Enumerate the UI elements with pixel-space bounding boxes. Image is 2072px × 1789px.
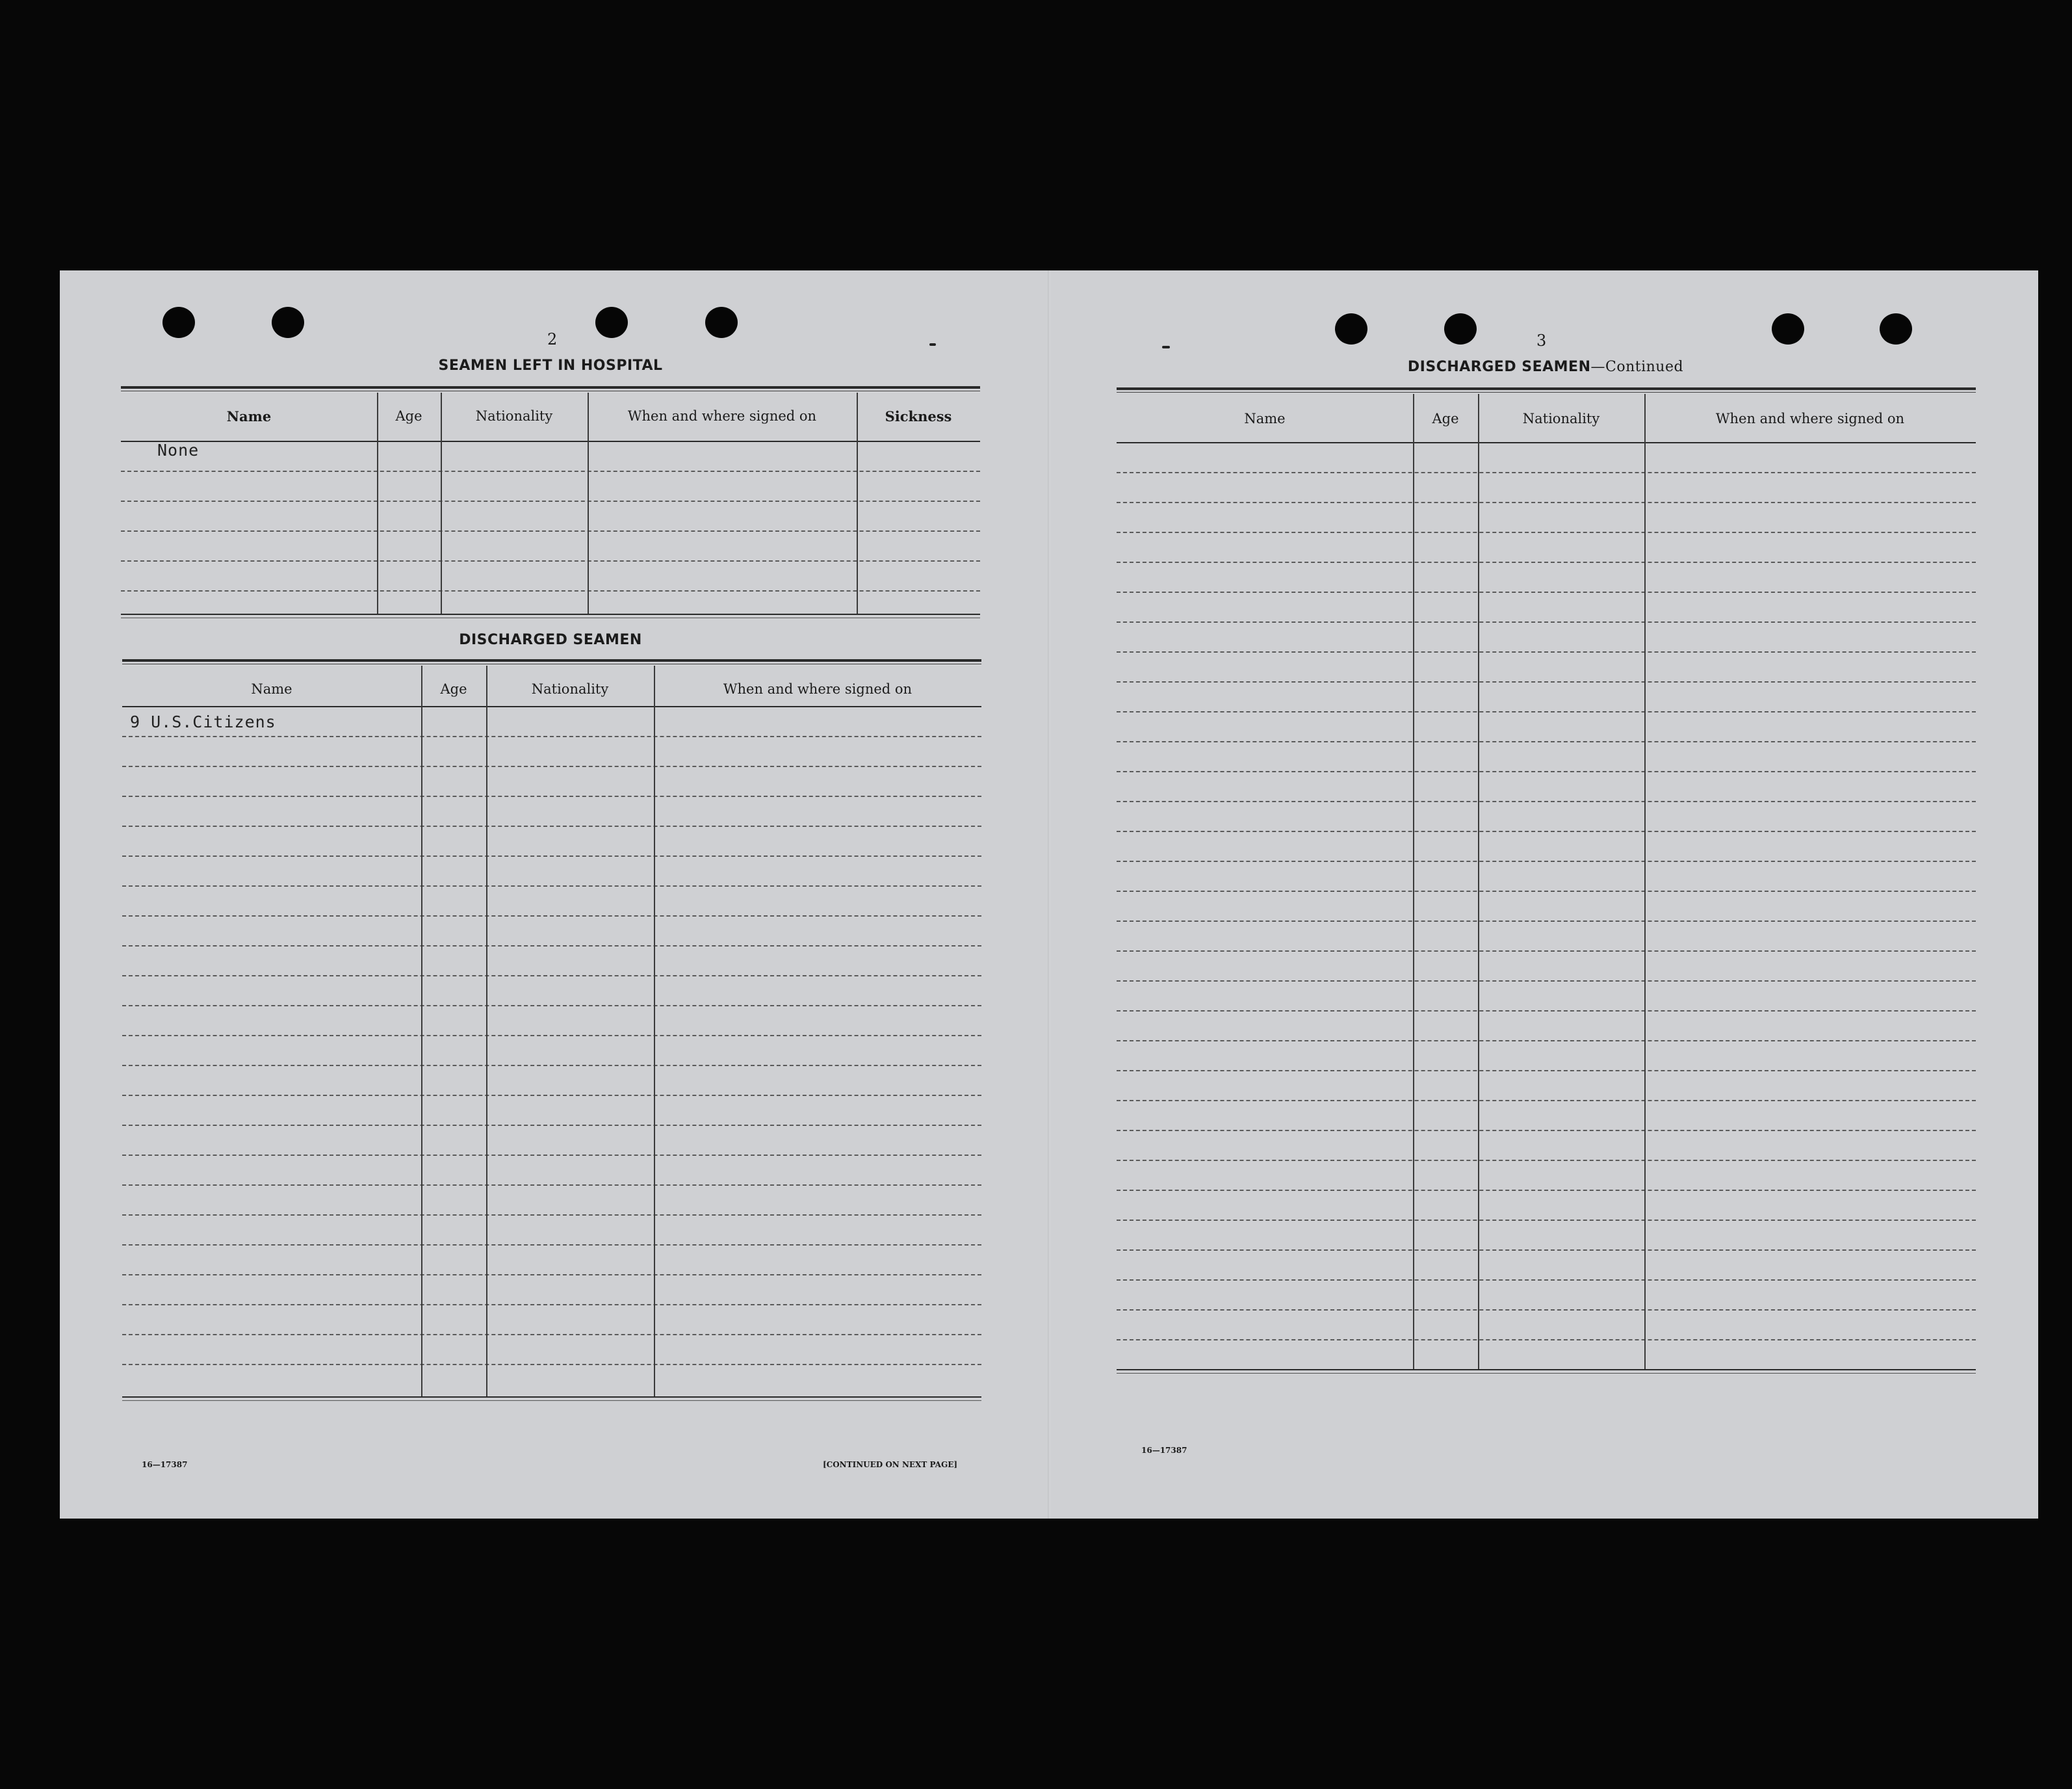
ink-speck xyxy=(929,343,936,346)
form-number-left: 16—17387 xyxy=(142,1460,188,1469)
hospital-table xyxy=(121,386,980,620)
col-header-name: Name xyxy=(251,681,292,697)
page-fold xyxy=(1048,270,1050,1519)
hospital-entry: None xyxy=(157,441,200,460)
page-number-left: 2 xyxy=(547,330,558,348)
punch-hole xyxy=(272,307,304,338)
discharged-continued-table xyxy=(1117,387,1976,1389)
col-header-age: Age xyxy=(1432,411,1459,426)
discharged-section-title: DISCHARGED SEAMEN xyxy=(459,632,642,648)
punch-hole xyxy=(1335,313,1367,345)
hospital-section-title: SEAMEN LEFT IN HOSPITAL xyxy=(438,358,663,374)
section-title-main: DISCHARGED SEAMEN xyxy=(1407,359,1591,375)
punch-hole xyxy=(595,307,628,338)
punch-hole xyxy=(705,307,738,338)
punch-hole xyxy=(1880,313,1912,345)
col-header-sickness: Sickness xyxy=(885,408,952,424)
discharged-entry: 9 U.S.Citizens xyxy=(130,712,276,731)
col-header-name: Name xyxy=(226,408,272,424)
continued-note: [CONTINUED ON NEXT PAGE] xyxy=(823,1460,958,1469)
col-header-nationality: Nationality xyxy=(531,681,609,697)
col-header-nationality: Nationality xyxy=(1522,411,1600,426)
col-header-signed-on: When and where signed on xyxy=(723,681,913,697)
discharged-continued-title xyxy=(1117,359,1975,375)
discharged-table xyxy=(122,659,981,1403)
col-header-signed-on: When and where signed on xyxy=(1715,411,1905,426)
col-header-nationality: Nationality xyxy=(475,408,553,424)
ink-speck xyxy=(1162,346,1170,348)
col-header-age: Age xyxy=(395,408,422,424)
punch-hole xyxy=(1772,313,1804,345)
col-header-signed-on: When and where signed on xyxy=(627,408,817,424)
document-sheet xyxy=(60,270,2038,1519)
page-number-right: 3 xyxy=(1536,332,1547,350)
punch-hole xyxy=(1444,313,1477,345)
punch-hole xyxy=(162,307,195,338)
section-title-suffix: —Continued xyxy=(1590,359,1684,375)
form-number-right: 16—17387 xyxy=(1141,1446,1187,1455)
col-header-age: Age xyxy=(440,681,467,697)
col-header-name: Name xyxy=(1244,411,1286,426)
